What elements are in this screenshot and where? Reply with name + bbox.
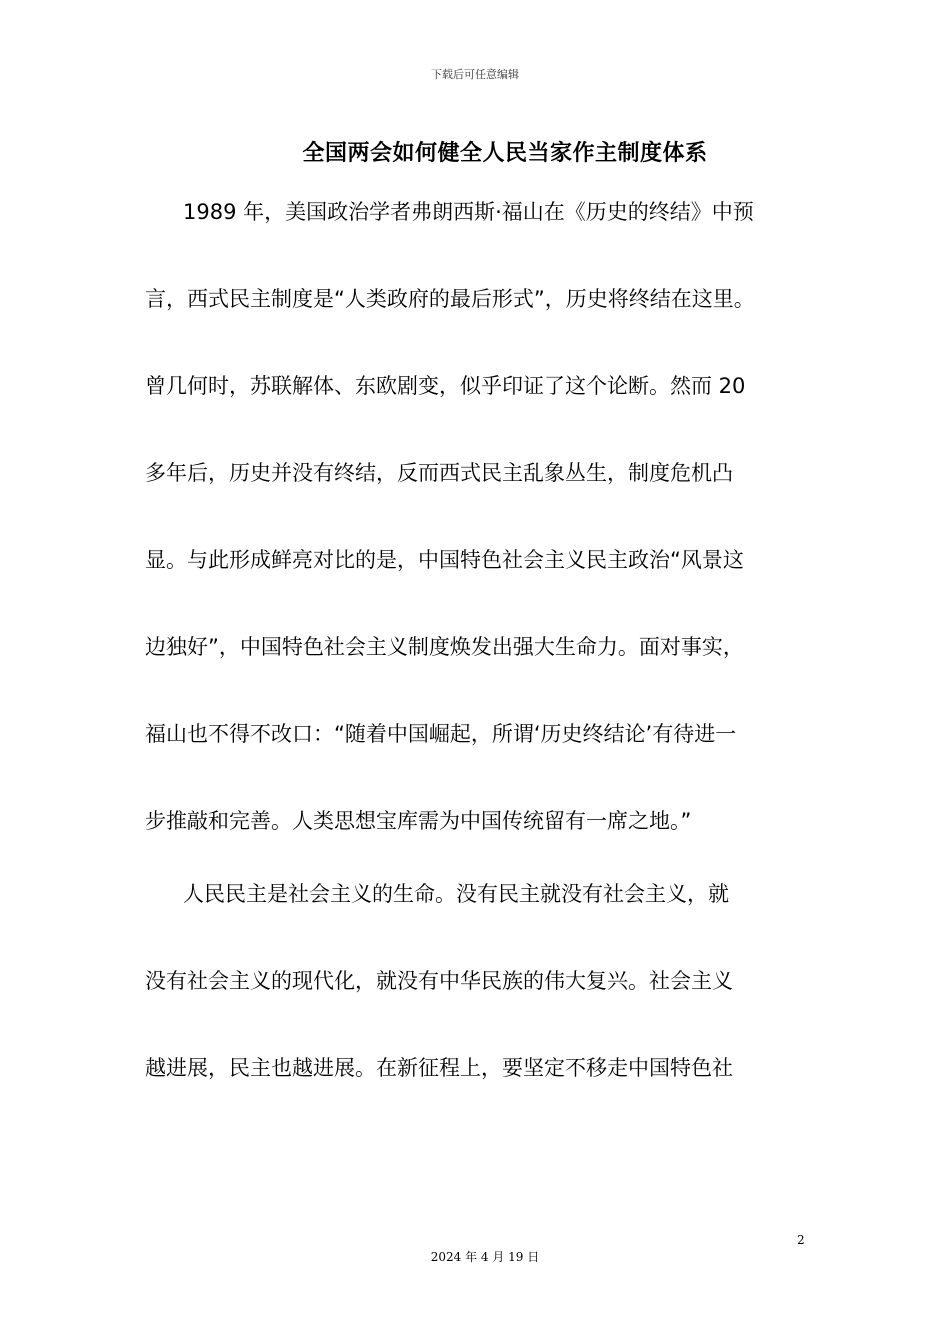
paragraph-1-line-8: 步推敲和完善。人类思想宝库需为中国传统留有一席之地。” — [145, 809, 692, 833]
paragraph-1-line-2: 言，西式民主制度是“人类政府的最后形式”，历史将终结在这里。 — [145, 287, 755, 311]
header-note: 下载后可任意编辑 — [431, 68, 519, 81]
paragraph-2-line-2: 没有社会主义的现代化，就没有中华民族的伟大复兴。社会主义 — [145, 969, 733, 993]
document-title: 全国两会如何健全人民当家作主制度体系 — [302, 141, 708, 166]
paragraph-2-line-3: 越进展，民主也越进展。在新征程上，要坚定不移走中国特色社 — [145, 1056, 733, 1080]
paragraph-1-line-1: 1989 年，美国政治学者弗朗西斯·福山在《历史的终结》中预 — [183, 200, 754, 224]
page-number: 2 — [797, 1233, 805, 1247]
footer-date: 2024 年 4 月 19 日 — [430, 1250, 540, 1264]
paragraph-1-line-3: 曾几何时，苏联解体、东欧剧变，似乎印证了这个论断。然而 20 — [145, 374, 746, 398]
paragraph-1-line-4: 多年后，历史并没有终结，反而西式民主乱象丛生，制度危机凸 — [145, 461, 733, 485]
paragraph-1-line-5: 显。与此形成鲜亮对比的是，中国特色社会主义民主政治“风景这 — [145, 548, 744, 572]
paragraph-1-line-7: 福山也不得不改口：“随着中国崛起，所谓‘历史终结论’有待进一 — [145, 722, 737, 746]
paragraph-1-line-6: 边独好”，中国特色社会主义制度焕发出强大生命力。面对事实， — [145, 635, 744, 659]
paragraph-2-line-1: 人民民主是社会主义的生命。没有民主就没有社会主义，就 — [183, 882, 729, 906]
